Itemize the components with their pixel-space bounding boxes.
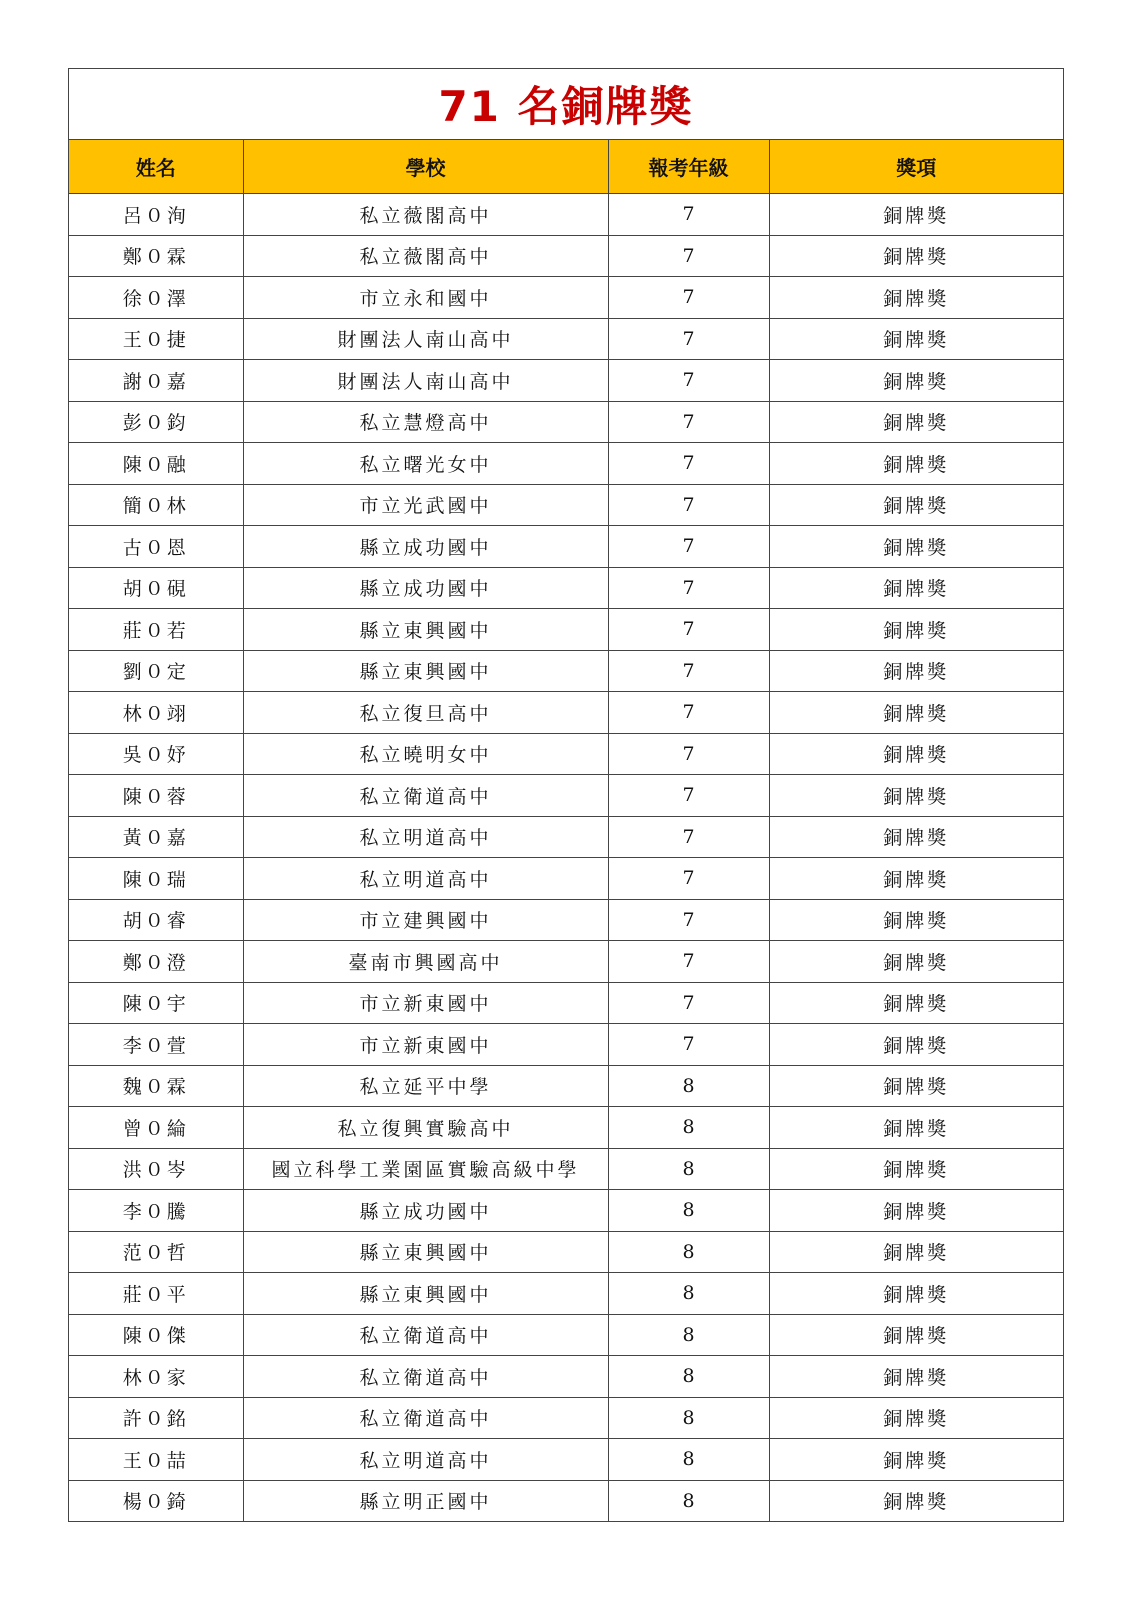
table-row: [69, 443, 1063, 485]
cell-school: 私立衛道高中: [243, 775, 608, 817]
table-row: [69, 277, 1063, 319]
cell-name: 王０喆: [69, 1439, 243, 1481]
cell-award: 銅牌獎: [769, 484, 1063, 526]
title-row: [69, 69, 1063, 140]
cell-award: 銅牌獎: [769, 401, 1063, 443]
cell-grade: 7: [608, 318, 769, 360]
cell-grade: 7: [608, 692, 769, 734]
cell-school: 私立慧燈高中: [243, 401, 608, 443]
cell-grade: 7: [608, 443, 769, 485]
cell-name: 魏０霖: [69, 1065, 243, 1107]
cell-grade: 8: [608, 1439, 769, 1481]
table-row: [69, 899, 1063, 941]
cell-grade: 7: [608, 899, 769, 941]
cell-school: 私立衛道高中: [243, 1314, 608, 1356]
table-row: [69, 1107, 1063, 1149]
column-header-award: 獎項: [769, 140, 1063, 194]
cell-award: 銅牌獎: [769, 1273, 1063, 1315]
table-row: [69, 858, 1063, 900]
cell-name: 莊０平: [69, 1273, 243, 1315]
cell-name: 吳０妤: [69, 733, 243, 775]
cell-name: 陳０傑: [69, 1314, 243, 1356]
table-row: [69, 318, 1063, 360]
cell-award: 銅牌獎: [769, 609, 1063, 651]
cell-grade: 7: [608, 277, 769, 319]
cell-school: 私立曙光女中: [243, 443, 608, 485]
cell-award: 銅牌獎: [769, 526, 1063, 568]
cell-name: 楊０錡: [69, 1480, 243, 1521]
cell-school: 私立薇閣高中: [243, 235, 608, 277]
cell-award: 銅牌獎: [769, 775, 1063, 817]
cell-name: 簡０林: [69, 484, 243, 526]
cell-grade: 8: [608, 1190, 769, 1232]
cell-name: 鄭０霖: [69, 235, 243, 277]
cell-award: 銅牌獎: [769, 567, 1063, 609]
cell-award: 銅牌獎: [769, 899, 1063, 941]
cell-award: 銅牌獎: [769, 194, 1063, 236]
cell-award: 銅牌獎: [769, 1148, 1063, 1190]
cell-grade: 8: [608, 1480, 769, 1521]
table-row: [69, 1356, 1063, 1398]
cell-name: 林０翊: [69, 692, 243, 734]
cell-award: 銅牌獎: [769, 982, 1063, 1024]
column-header-grade: 報考年級: [608, 140, 769, 194]
table-row: [69, 609, 1063, 651]
column-header-name: 姓名: [69, 140, 243, 194]
cell-school: 私立明道高中: [243, 816, 608, 858]
cell-name: 劉０定: [69, 650, 243, 692]
cell-school: 私立復興實驗高中: [243, 1107, 608, 1149]
cell-award: 銅牌獎: [769, 1024, 1063, 1066]
cell-grade: 7: [608, 941, 769, 983]
cell-school: 私立明道高中: [243, 1439, 608, 1481]
cell-name: 陳０宇: [69, 982, 243, 1024]
cell-school: 縣立東興國中: [243, 1273, 608, 1315]
cell-name: 呂０洵: [69, 194, 243, 236]
cell-school: 財團法人南山高中: [243, 360, 608, 402]
cell-name: 謝０嘉: [69, 360, 243, 402]
table-row: [69, 775, 1063, 817]
cell-grade: 7: [608, 235, 769, 277]
table-row: [69, 982, 1063, 1024]
cell-grade: 8: [608, 1231, 769, 1273]
table-row: [69, 1065, 1063, 1107]
cell-grade: 7: [608, 816, 769, 858]
cell-school: 縣立東興國中: [243, 609, 608, 651]
cell-school: 市立新東國中: [243, 1024, 608, 1066]
cell-award: 銅牌獎: [769, 816, 1063, 858]
table-row: [69, 941, 1063, 983]
cell-grade: 7: [608, 567, 769, 609]
cell-name: 胡０睿: [69, 899, 243, 941]
table-row: [69, 360, 1063, 402]
cell-award: 銅牌獎: [769, 941, 1063, 983]
table-row: [69, 401, 1063, 443]
cell-grade: 8: [608, 1314, 769, 1356]
cell-school: 市立新東國中: [243, 982, 608, 1024]
table-row: [69, 692, 1063, 734]
cell-award: 銅牌獎: [883, 1491, 950, 1514]
cell-award: 銅牌獎: [769, 650, 1063, 692]
table-row: [69, 235, 1063, 277]
cell-grade: 8: [608, 1107, 769, 1149]
cell-name: 陳０瑞: [69, 858, 243, 900]
table-row: [69, 1148, 1063, 1190]
cell-award: 銅牌獎: [769, 1397, 1063, 1439]
table-row: [69, 1314, 1063, 1356]
award-table: [69, 140, 1063, 1521]
cell-award: 銅牌獎: [769, 277, 1063, 319]
cell-grade: 7: [608, 733, 769, 775]
table-row: [69, 1439, 1063, 1481]
table-row: [69, 650, 1063, 692]
cell-award: 銅牌獎: [769, 360, 1063, 402]
cell-name: 李０萱: [69, 1024, 243, 1066]
cell-award: 銅牌獎: [769, 1439, 1063, 1481]
cell-school: 縣立東興國中: [243, 1231, 608, 1273]
cell-school: 臺南市興國高中: [243, 941, 608, 983]
cell-name: 許０銘: [69, 1397, 243, 1439]
table-row: [69, 1480, 1063, 1521]
cell-grade: 8: [608, 1397, 769, 1439]
cell-grade: 7: [608, 194, 769, 236]
cell-school: 私立衛道高中: [243, 1397, 608, 1439]
table-row: [69, 816, 1063, 858]
table-row: [69, 567, 1063, 609]
cell-grade: 7: [608, 982, 769, 1024]
table-row: [69, 733, 1063, 775]
table-row: [69, 1024, 1063, 1066]
table-row: [69, 1190, 1063, 1232]
cell-grade: 7: [608, 858, 769, 900]
table-row: [69, 1273, 1063, 1315]
cell-name: 彭０鈞: [69, 401, 243, 443]
cell-name: 林０家: [69, 1356, 243, 1398]
table-row: [69, 1231, 1063, 1273]
cell-school: 市立永和國中: [243, 277, 608, 319]
cell-award: 銅牌獎: [769, 1314, 1063, 1356]
cell-school: 市立建興國中: [243, 899, 608, 941]
cell-school: 縣立成功國中: [243, 567, 608, 609]
cell-grade: 7: [608, 360, 769, 402]
cell-grade: 8: [608, 1356, 769, 1398]
cell-name: 陳０蓉: [69, 775, 243, 817]
table-row: [69, 194, 1063, 236]
cell-school: 縣立成功國中: [243, 526, 608, 568]
cell-award: 銅牌獎: [769, 1065, 1063, 1107]
cell-grade: 7: [608, 650, 769, 692]
cell-award: 銅牌獎: [769, 1356, 1063, 1398]
cell-name: 陳０融: [69, 443, 243, 485]
cell-award: 銅牌獎: [769, 235, 1063, 277]
cell-award: 銅牌獎: [769, 443, 1063, 485]
cell-school: 國立科學工業園區實驗高級中學: [243, 1148, 608, 1190]
cell-school: 私立薇閣高中: [243, 194, 608, 236]
cell-name: 古０恩: [69, 526, 243, 568]
cell-award: 銅牌獎: [769, 1107, 1063, 1149]
table-row: [69, 484, 1063, 526]
cell-grade: 7: [608, 609, 769, 651]
header-row: [69, 140, 1063, 194]
cell-award: 銅牌獎: [769, 318, 1063, 360]
cell-name: 洪０岑: [69, 1148, 243, 1190]
cell-school: 私立復旦高中: [243, 692, 608, 734]
cell-grade: 7: [608, 484, 769, 526]
cell-name: 莊０若: [69, 609, 243, 651]
cell-grade: 7: [608, 775, 769, 817]
table-row: [69, 526, 1063, 568]
cell-name: 范０哲: [69, 1231, 243, 1273]
cell-award: 銅牌獎: [769, 858, 1063, 900]
cell-grade: 7: [608, 401, 769, 443]
cell-school: 財團法人南山高中: [243, 318, 608, 360]
cell-award: 銅牌獎: [769, 692, 1063, 734]
cell-name: 王０捷: [69, 318, 243, 360]
table-row: [69, 1397, 1063, 1439]
cell-name: 李０騰: [69, 1190, 243, 1232]
cell-school: 縣立成功國中: [243, 1190, 608, 1232]
cell-school: 私立延平中學: [243, 1065, 608, 1107]
cell-award: 銅牌獎: [769, 1231, 1063, 1273]
cell-name: 鄭０澄: [69, 941, 243, 983]
cell-school: 市立光武國中: [243, 484, 608, 526]
table-body: [69, 194, 1063, 1522]
cell-award: 銅牌獎: [769, 733, 1063, 775]
cell-school: 私立明道高中: [243, 858, 608, 900]
cell-name: 曾０綸: [69, 1107, 243, 1149]
cell-grade: 7: [608, 1024, 769, 1066]
cell-grade: 8: [608, 1273, 769, 1315]
cell-name: 徐０澤: [69, 277, 243, 319]
cell-grade: 8: [608, 1148, 769, 1190]
page-title: 71 名銅牌獎: [438, 82, 694, 131]
cell-name: 胡０硯: [69, 567, 243, 609]
cell-school: 縣立東興國中: [243, 650, 608, 692]
cell-school: 縣立明正國中: [243, 1480, 608, 1521]
cell-school: 私立曉明女中: [243, 733, 608, 775]
cell-school: 私立衛道高中: [243, 1356, 608, 1398]
award-list-sheet: [68, 68, 1064, 1522]
cell-name: 黃０嘉: [69, 816, 243, 858]
cell-award: 銅牌獎: [769, 1190, 1063, 1232]
cell-grade: 8: [608, 1065, 769, 1107]
column-header-school: 學校: [243, 140, 608, 194]
cell-grade: 7: [608, 526, 769, 568]
